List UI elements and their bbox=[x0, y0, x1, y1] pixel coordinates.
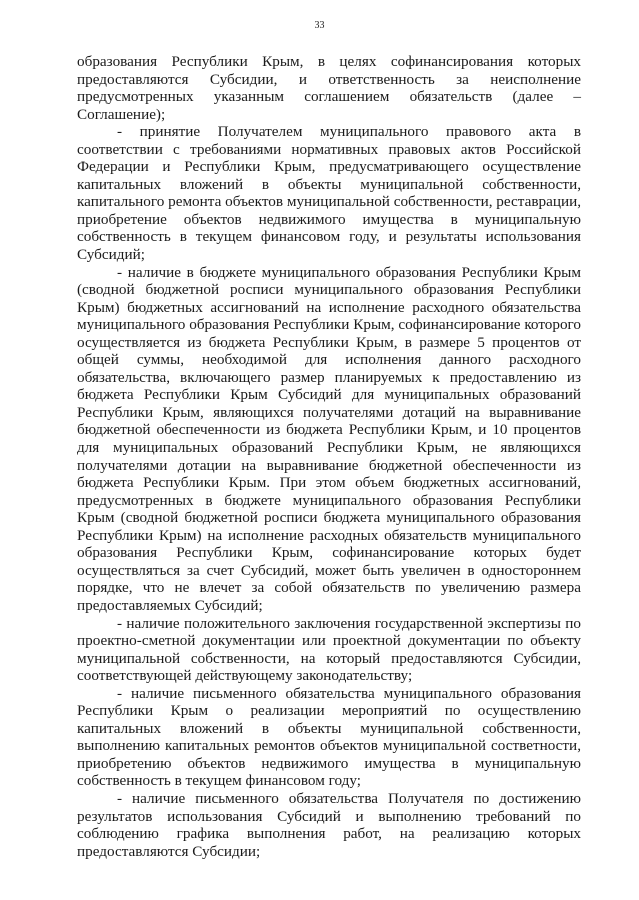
document-body bbox=[77, 53, 581, 860]
list-item-recipient-obligation: - наличие письменного обязательства Получателя по достижению результатов использования Субсидий и выполнению требований по соблюдению графика выполнения работ, на реализацию которых предоставляются Субсидии; bbox=[77, 789, 581, 860]
list-item-municipal-obligation: - наличие письменного обязательства муниципального образования Республики Крым о реализации мероприятий по осуществлению капитальных вложений в объекты муниципальной собственности, выполнению капитальных ремонтов объектов муниципальной состветности, приобретению объектов недвижимого имущества в муниципальную собственность в текущем финансовом году; bbox=[77, 684, 581, 790]
paragraph-agreement-continuation: образования Республики Крым, в целях софинансирования которых предоставляются Субсидии, и ответственность за неисполнение предусмотренных указанным соглашением обязательств (далее – Соглашение); bbox=[77, 53, 581, 123]
list-item-budget-allocations: - наличие в бюджете муниципального образования Республики Крым (сводной бюджетной росписи муниципального образования Республики Крым) бюджетных ассигнований на исполнение расходного обязательства муниципального образования Республики Крым, софинансирование которого осуществляется из бюджета Республики Крым, в размере 5 процентов от общей суммы, необходимой для исполнения данного расходного обязательства, включающего размер планируемых к предоставлению из бюджета Республики Крым Субсидий для муниципальных образований Республики Крым, являющихся получателями дотаций на выравнивание бюджетной обеспеченности из бюджета Республики Крым, и 10 процентов для муниципальных образований Республики Крым, не являющихся получателями дотации на выравнивание бюджетной обеспеченности из бюджета Республики Крым. При этом объем бюджетных ассигнований, предусмотренных в бюджете муниципального образования Республики Крым (сводной бюджетной росписи бюджета муниципального образования Республики Крым) на исполнение расходных обязательств муниципального образования Республики Крым, софинансирование которых будет осуществляться за счет Субсидий, может быть увеличен в одностороннем порядке, что не влечет за собой обязательств по увеличению размера предоставляемых Субсидий; bbox=[77, 263, 581, 614]
list-item-municipal-legal-act: - принятие Получателем муниципального правового акта в соответствии с требованиями нормативных правовых актов Российской Федерации и Республики Крым, предусматривающего осуществление капитальных вложений в объекты муниципальной собственности, капитального ремонта объектов муниципальной собственности, реставрации, приобретение объектов недвижимого имущества в муниципальную собственность в текущем финансовом году, и результаты использования Субсидий; bbox=[77, 123, 582, 264]
list-item-state-expertise: - наличие положительного заключения государственной экспертизы по проектно-сметной документации или проектной документации по объекту муниципальной собственности, на который предоставляются Субсидии, соответствующей действующему законодательству; bbox=[77, 614, 581, 685]
page-number: 33 bbox=[314, 20, 325, 31]
